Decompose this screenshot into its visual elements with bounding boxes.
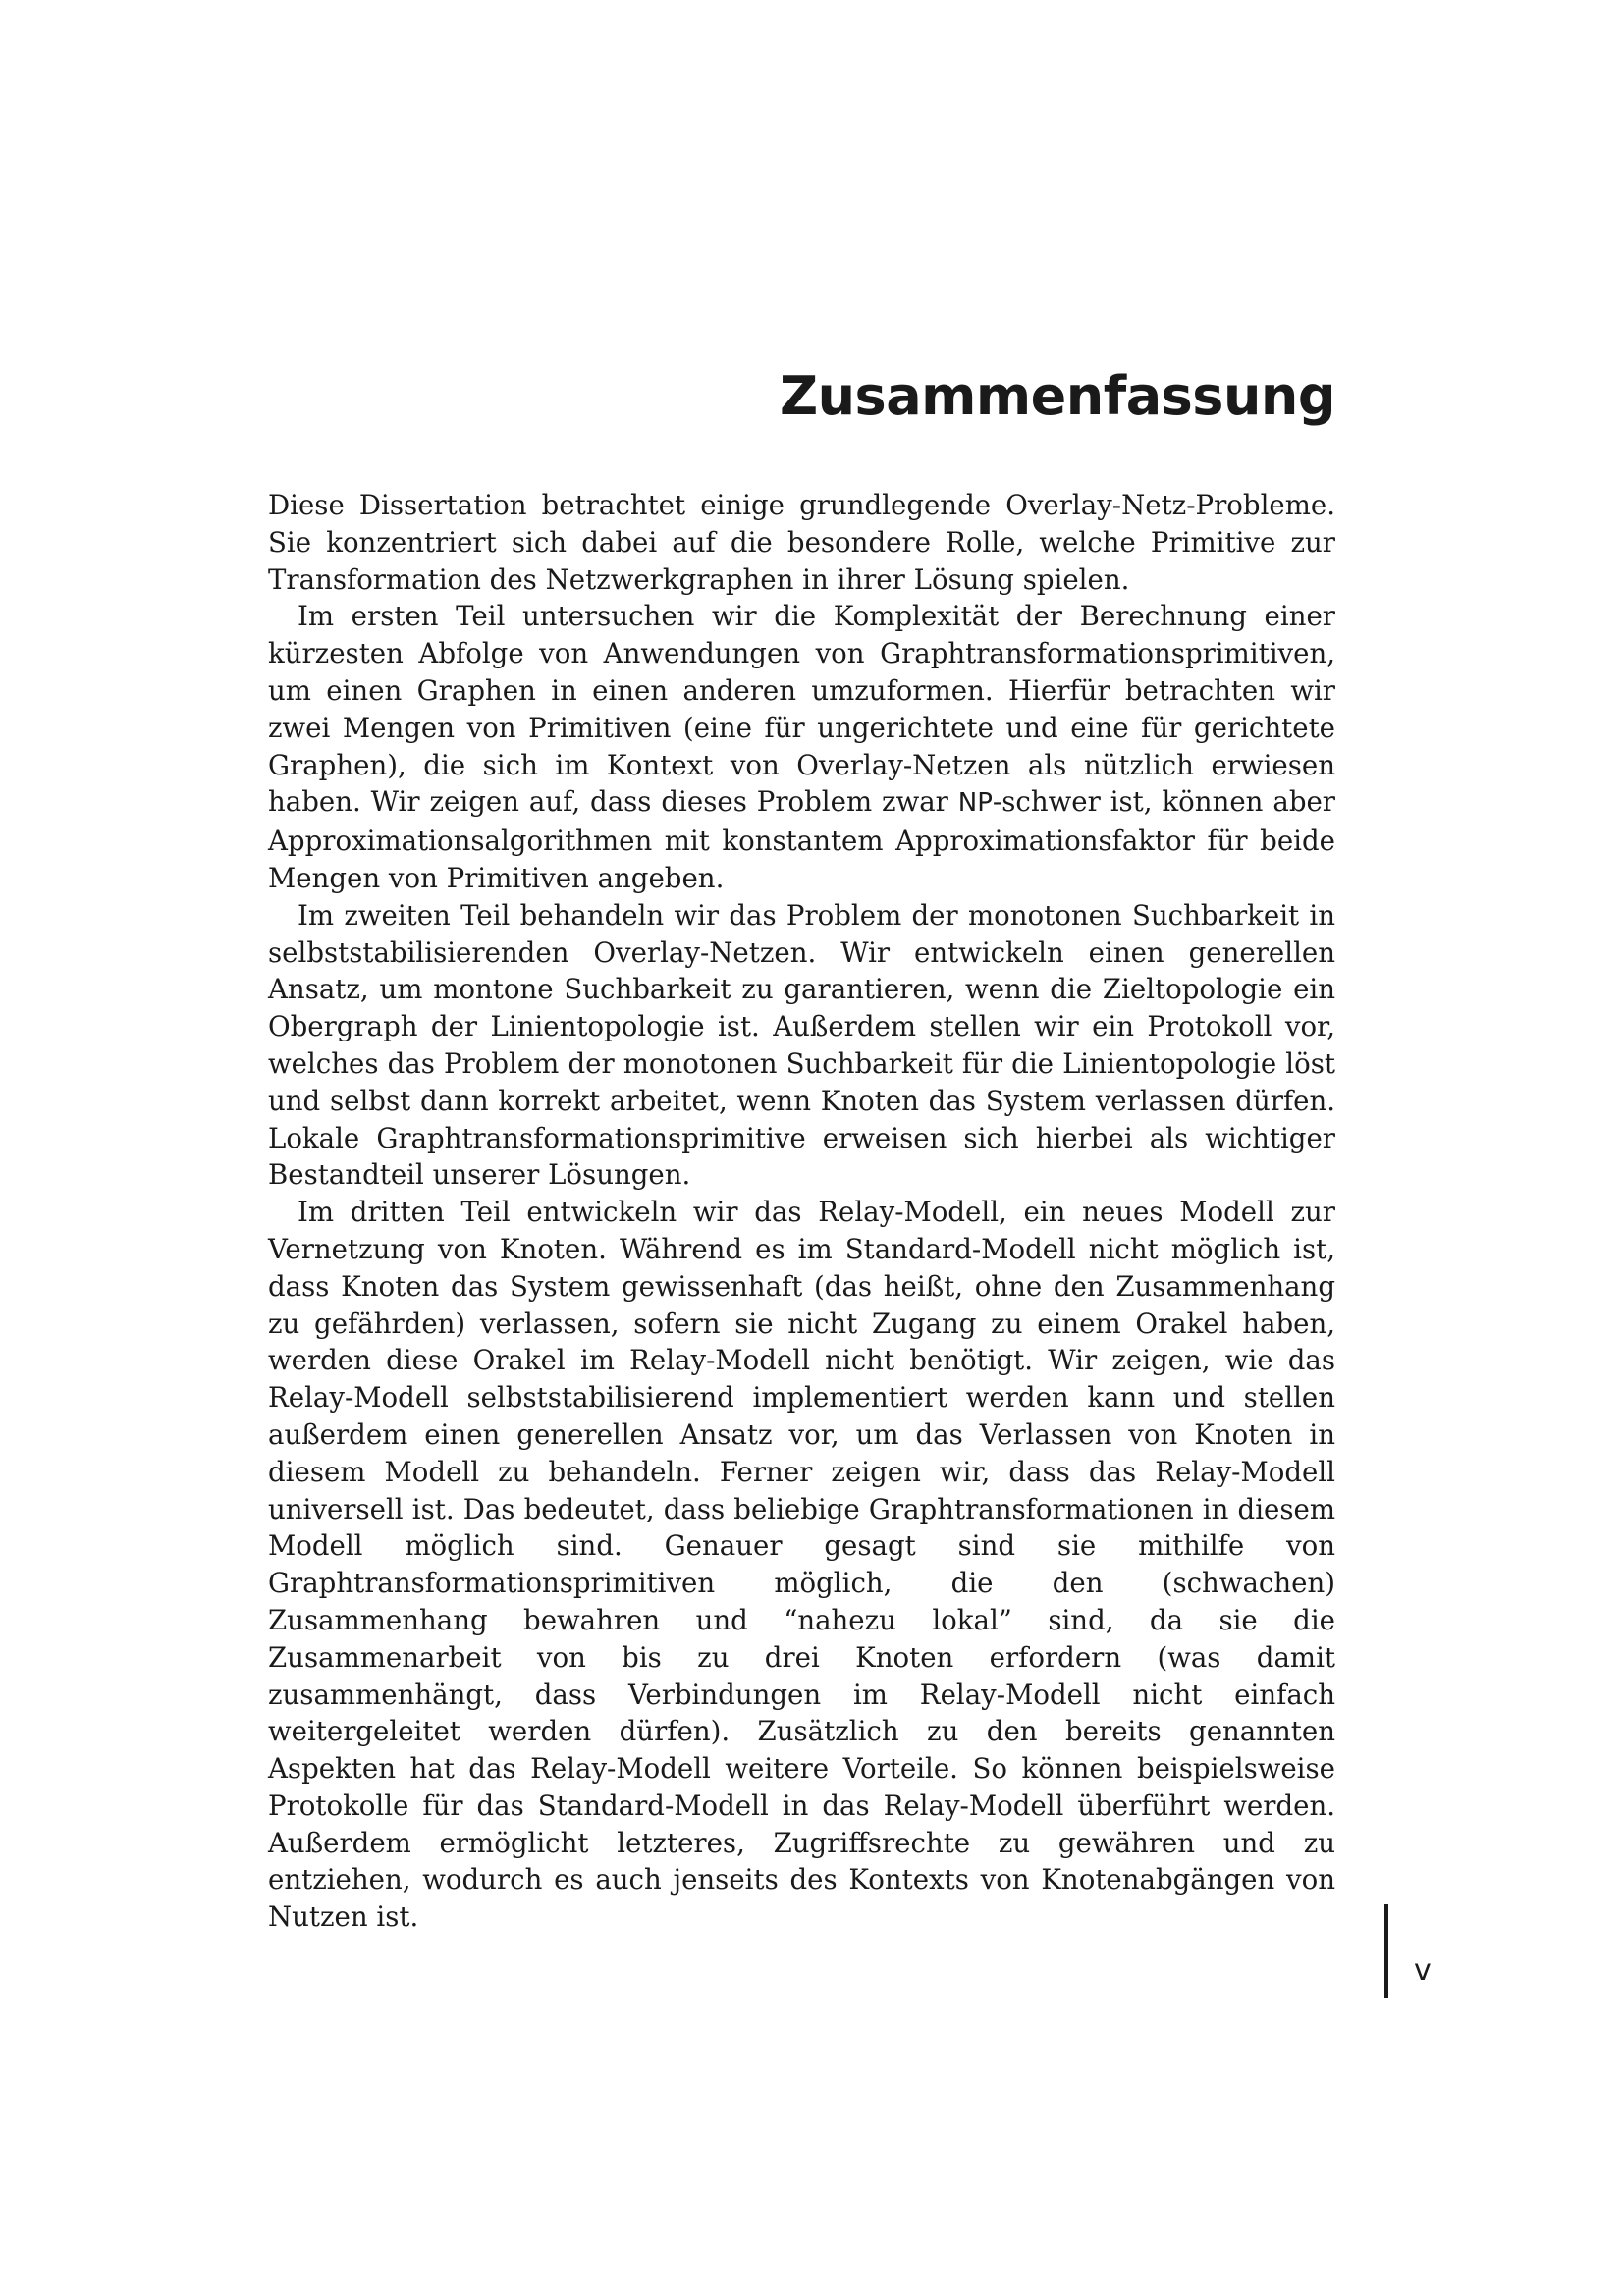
np-complexity-class: NP bbox=[957, 788, 993, 819]
paragraph-part-two: Im zweiten Teil behandeln wir das Problem der monotonen Suchbarkeit in selbststabilisierenden Overlay-Netzen. Wir entwickeln einen generellen Ansatz, um montone Suchbarkeit zu garantieren, wenn die Zieltopologie ein Obergraph der Linientopologie ist. Außerdem stellen wir ein Protokoll vor, welches das Problem der monotonen Suchbarkeit für die Linientopologie löst und selbst dann korrekt arbeitet, wenn Knoten das System verlassen dürfen. Lokale Graphtransformationsprimitive erweisen sich hierbei als wichtiger Bestandteil unserer Lösungen. bbox=[268, 898, 1335, 1192]
paragraph-part-one-text-before: Im ersten Teil untersuchen wir die Komplexität der Berechnung einer kürzesten Abfolge von Anwendungen von Graphtransformationsprimitiven, um einen Graphen in einen anderen umzuformen. Hierfür betrachten wir zwei Mengen von Primitiven (eine für ungerichtete und eine für gerichtete Graphen), die sich im Kontext von Overlay-Netzen als nützlich erwiesen haben. Wir zeigen auf, dass dieses Problem zwar bbox=[268, 600, 1335, 819]
page-number: v bbox=[1414, 1953, 1432, 1988]
page-thumb-bar bbox=[1384, 1904, 1388, 1998]
paragraph-intro: Diese Dissertation betrachtet einige grundlegende Overlay-Netz-Probleme. Sie konzentriert sich dabei auf die besondere Rolle, welche Primitive zur Transformation des Netzwerkgraphen in ihrer Lösung spielen. bbox=[268, 489, 1335, 596]
abstract-body bbox=[268, 487, 1335, 1936]
paragraph-part-one bbox=[268, 598, 1335, 896]
paragraph-part-three: Im dritten Teil entwickeln wir das Relay-Modell, ein neues Modell zur Vernetzung von Knoten. Während es im Standard-Modell nicht möglich ist, dass Knoten das System gewissenhaft (das heißt, ohne den Zusammenhang zu gefährden) verlassen, sofern sie nicht Zugang zu einem Orakel haben, werden diese Orakel im Relay-Modell nicht benötigt. Wir zeigen, wie das Relay-Modell selbststabilisierend implementiert werden kann und stellen außerdem einen generellen Ansatz vor, um das Verlassen von Knoten in diesem Modell zu behandeln. Ferner zeigen wir, dass das Relay-Modell universell ist. Das bedeutet, dass beliebige Graphtransformationen in diesem Modell möglich sind. Genauer gesagt sind sie mithilfe von Graphtransformationsprimitiven möglich, die den (schwachen) Zusammenhang bewahren und “nahezu lokal” sind, da sie die Zusammenarbeit von bis zu drei Knoten erfordern (was damit zusammenhängt, dass Verbindungen im Relay-Modell nicht einfach weitergeleitet werden dürfen). Zusätzlich zu den bereits genannten Aspekten hat das Relay-Modell weitere Vorteile. So können beispielsweise Protokolle für das Standard-Modell in das Relay-Modell überführt werden. Außerdem ermöglicht letzteres, Zugriffsrechte zu gewähren und zu entziehen, wodurch es auch jenseits des Kontexts von Knotenabgängen von Nutzen ist. bbox=[268, 1196, 1335, 1934]
chapter-title: Zusammenfassung bbox=[779, 365, 1335, 427]
paragraph-part-one-text-after: -schwer ist, können aber Approximationsalgorithmen mit konstantem Approximationsfaktor für beide Mengen von Primitiven angeben. bbox=[268, 785, 1336, 894]
